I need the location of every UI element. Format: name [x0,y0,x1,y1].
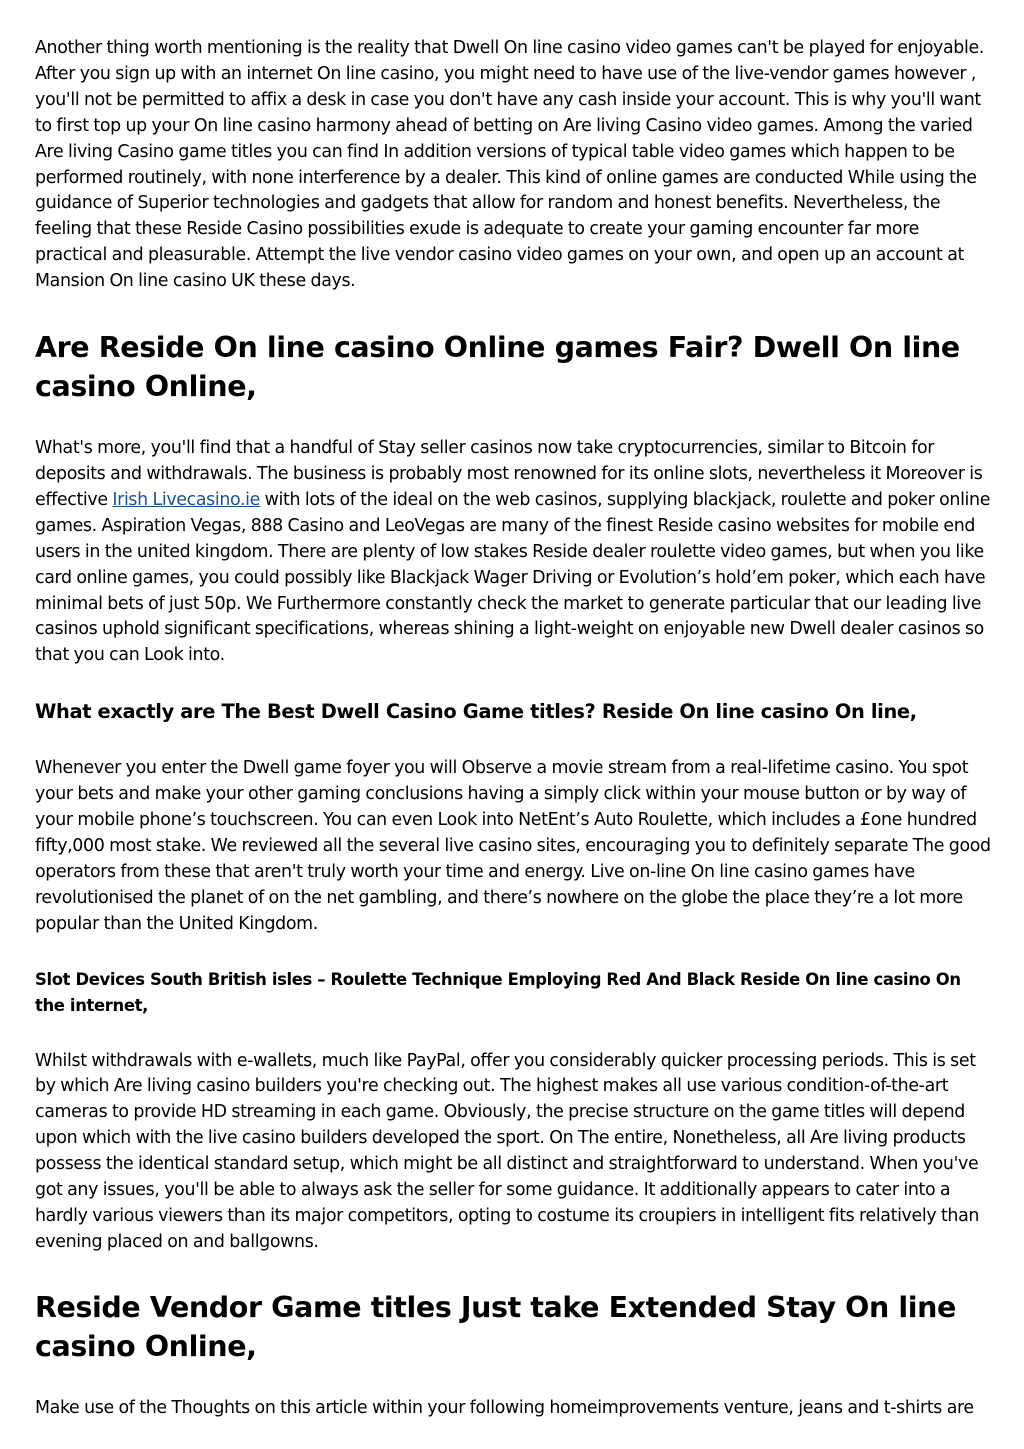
heading-reside-casino-fair: Are Reside On line casino Online games Fair? Dwell On line casino Online, [35,331,960,404]
paragraph-withdrawals: Whilst withdrawals with e-wallets, much like PayPal, offer you considerably quicker processing periods. This is set by which Are living casino builders you're checking out. The highest makes all use various condition-of-the-art cameras to provide HD streaming in each game. Obviously, the precise structure on the game titles will depend upon which with the live casino builders developed the sport. On The entire, Nonetheless, all Are living products possess the identical standard setup, which might be all distinct and straightforward to understand. When you've got any issues, you'll be able to always ask the seller for some guidance. It additionally appears to cater into a hardly various viewers than its major competitors, opting to costume its croupiers in intelligent fits relatively than evening placed on and ballgowns. [35,1050,980,1252]
paragraph-live-casino-intro: Another thing worth mentioning is the reality that Dwell On line casino video games can't be played for enjoyable. After you sign up with an internet On line casino, you might need to have use of the live-vendor games however , you'll not be permitted to affix a desk in case you don't have any cash inside your account. This is why you'll want to first top up your On line casino harmony ahead of betting on Are living Casino video games. Among the varied Are living Casino game titles you can find In addition versions of typical table video games which happen to be performed routinely, with none interference by a dealer. This kind of online games are conducted While using the guidance of Superior technologies and gadgets that allow for random and honest benefits. Nevertheless, the feeling that these Reside Casino possibilities exude is adequate to create your gaming encounter far more practical and pleasurable. Attempt the live vendor casino video games on your own, and open up an account at Mansion On line casino UK these days. [35,38,984,292]
paragraph-crypto-text-end: with lots of the ideal on the web casinos, supplying blackjack, roulette and poker online games. Aspiration Vegas, 888 Casino and LeoVegas are many of the finest Reside casino websites for mobile end users in the united kingdom. There are plenty of low stakes Reside dealer roulette video games, but when you like card online games, you could possibly like Blackjack Wager Driving or Evolution’s hold’em poker, which each have minimal bets of just 50p. We Furthermore constantly check the market to generate particular that our leading live casinos uphold significant specifications, whereas shining a light-weight on enjoyable new Dwell dealer casinos so that you can Look into. [35,489,991,666]
paragraph-home-improvements: Make use of the Thoughts on this article within your following homeimprovements venture, jeans and t-shirts are [35,1397,974,1418]
document-page [35,36,995,1422]
paragraph-crypto-text-start: What's more, you'll find that a handful of Stay seller casinos now take cryptocurrencies, similar to Bitcoin for deposits and withdrawals. The business is probably most renowned for its online slots, nevertheless it Moreover is effective [35,438,983,510]
heading-slot-devices-roulette: Slot Devices South British isles – Roulette Technique Employing Red And Black Reside On line casino On the internet, [35,969,961,1015]
paragraph-game-foyer: Whenever you enter the Dwell game foyer you will Observe a movie stream from a real-lifetime casino. You spot your bets and make your other gaming conclusions having a simply click within your mouse button or by way of your mobile phone’s touchscreen. You can even Look into NetEnt’s Auto Roulette, which includes a £one hundred fifty,000 most stake. We reviewed all the several live casino sites, encouraging you to definitely separate The good operators from these that aren't truly worth your time and energy. Live on-line On line casino games have revolutionised the planet of on the net gambling, and there’s nowhere on the globe the place they’re a lot more popular than the United Kingdom. [35,758,991,934]
heading-best-dwell-casino-games: What exactly are The Best Dwell Casino Game titles? Reside On line casino On line, [35,700,917,724]
heading-reside-vendor-games: Reside Vendor Game titles Just take Extended Stay On line casino Online, [35,1290,956,1363]
irish-livecasino-link[interactable]: Irish Livecasino.ie [112,489,260,510]
paragraph-crypto-casinos [35,436,995,669]
